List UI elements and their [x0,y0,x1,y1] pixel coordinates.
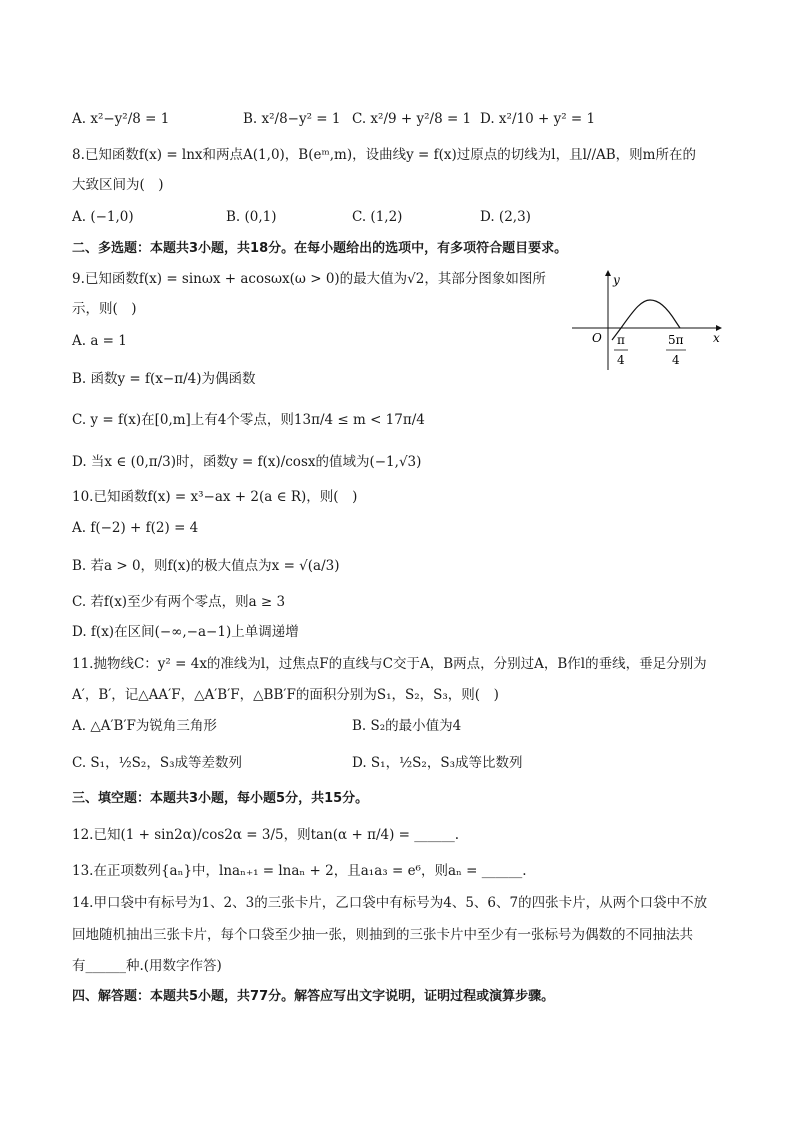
tick2-numerator: 5π [668,333,684,347]
q9-option-c: C. y = f(x)在[0,m]上有4个零点，则13π/4 ≤ m < 17π/4 [72,412,425,428]
q9-stem-line1: 9.已知函数f(x) = sinωx + acosωx(ω > 0)的最大值为√2，其部分图象如图所 [72,271,546,287]
q9-option-d: D. 当x ∈ (0,π/3)时，函数y = f(x)/cosx的值域为(−1,√3) [72,454,422,470]
q8-option-c: C. (1,2) [352,209,403,225]
q8-stem-line1: 8.已知函数f(x) = lnx和两点A(1,0)，B(eᵐ,m)，设曲线y = f(x)过原点的切线为l，且l//AB，则m所在的 [72,147,696,163]
q12-text: 12.已知(1 + sin2α)/cos2α = 3/5，则tan(α + π/4) = ______. [72,827,460,843]
q11-option-c: C. S₁，½S₂，S₃成等差数列 [72,755,242,771]
q11-stem-line1: 11.抛物线C：y² = 4x的准线为l，过焦点F的直线与C交于A，B两点，分别过A，B作l的垂线，垂足分别为 [72,656,707,672]
q10-option-b: B. 若a > 0，则f(x)的极大值点为x = √(a/3) [72,558,340,574]
q10-option-a: A. f(−2) + f(2) = 4 [72,520,199,536]
y-axis-label: y [613,273,620,287]
q11-option-a: A. △A′B′F为锐角三角形 [72,718,217,734]
q9-option-a: A. a = 1 [72,333,127,349]
q8-option-a: A. (−1,0) [72,209,134,225]
tick2-denominator: 4 [672,353,680,367]
x-axis-label: x [713,331,720,345]
tick1-denominator: 4 [617,353,625,367]
q10-option-c: C. 若f(x)至少有两个零点，则a ≥ 3 [72,594,286,610]
q7-option-a: A. x²−y²/8 = 1 [72,111,170,127]
q9-stem-line2: 示，则( ) [72,301,137,317]
q7-option-b: B. x²/8−y² = 1 [243,111,341,127]
q8-option-b: B. (0,1) [226,209,277,225]
q11-option-d: D. S₁，½S₂，S₃成等比数列 [352,755,523,771]
q13-text: 13.在正项数列{aₙ}中，lnaₙ₊₁ = lnaₙ + 2，且a₁a₃ = e⁶，则aₙ = ______. [72,863,527,879]
q9-option-b: B. 函数y = f(x−π/4)为偶函数 [72,371,256,387]
q7-option-c: C. x²/9 + y²/8 = 1 [352,111,472,127]
section-3-heading: 三、填空题：本题共3小题，每小题5分，共15分。 [72,791,369,806]
section-4-heading: 四、解答题：本题共5小题，共77分。解答应写出文字说明，证明过程或演算步骤。 [72,989,555,1004]
q10-stem: 10.已知函数f(x) = x³−ax + 2(a ∈ R)，则( ) [72,489,358,505]
q14-line3: 有______种.(用数字作答) [72,958,222,974]
q8-stem-line2: 大致区间为( ) [72,177,164,193]
q8-option-d: D. (2,3) [480,209,531,225]
q14-line2: 回地随机抽出三张卡片，每个口袋至少抽一张，则抽到的三张卡片中至少有一张标号为偶数的不同抽法共 [72,927,693,943]
tick1-numerator: π [617,333,625,347]
q7-option-d: D. x²/10 + y² = 1 [480,111,596,127]
q10-option-d: D. f(x)在区间(−∞,−a−1)上单调递增 [72,624,299,640]
section-2-heading: 二、多选题：本题共3小题，共18分。在每小题给出的选项中，有多项符合题目要求。 [72,241,568,256]
q11-option-b: B. S₂的最小值为4 [352,718,462,734]
q11-stem-line2: A′，B′，记△AA′F，△A′B′F，△BB′F的面积分别为S₁，S₂，S₃，则( ) [72,687,499,703]
y-axis-arrow [605,270,611,276]
q14-line1: 14.甲口袋中有标号为1、2、3的三张卡片，乙口袋中有标号为4、5、6、7的四张卡片，从两个口袋中不放 [72,895,708,911]
origin-label: O [592,331,602,345]
q9-function-graph [570,268,730,378]
